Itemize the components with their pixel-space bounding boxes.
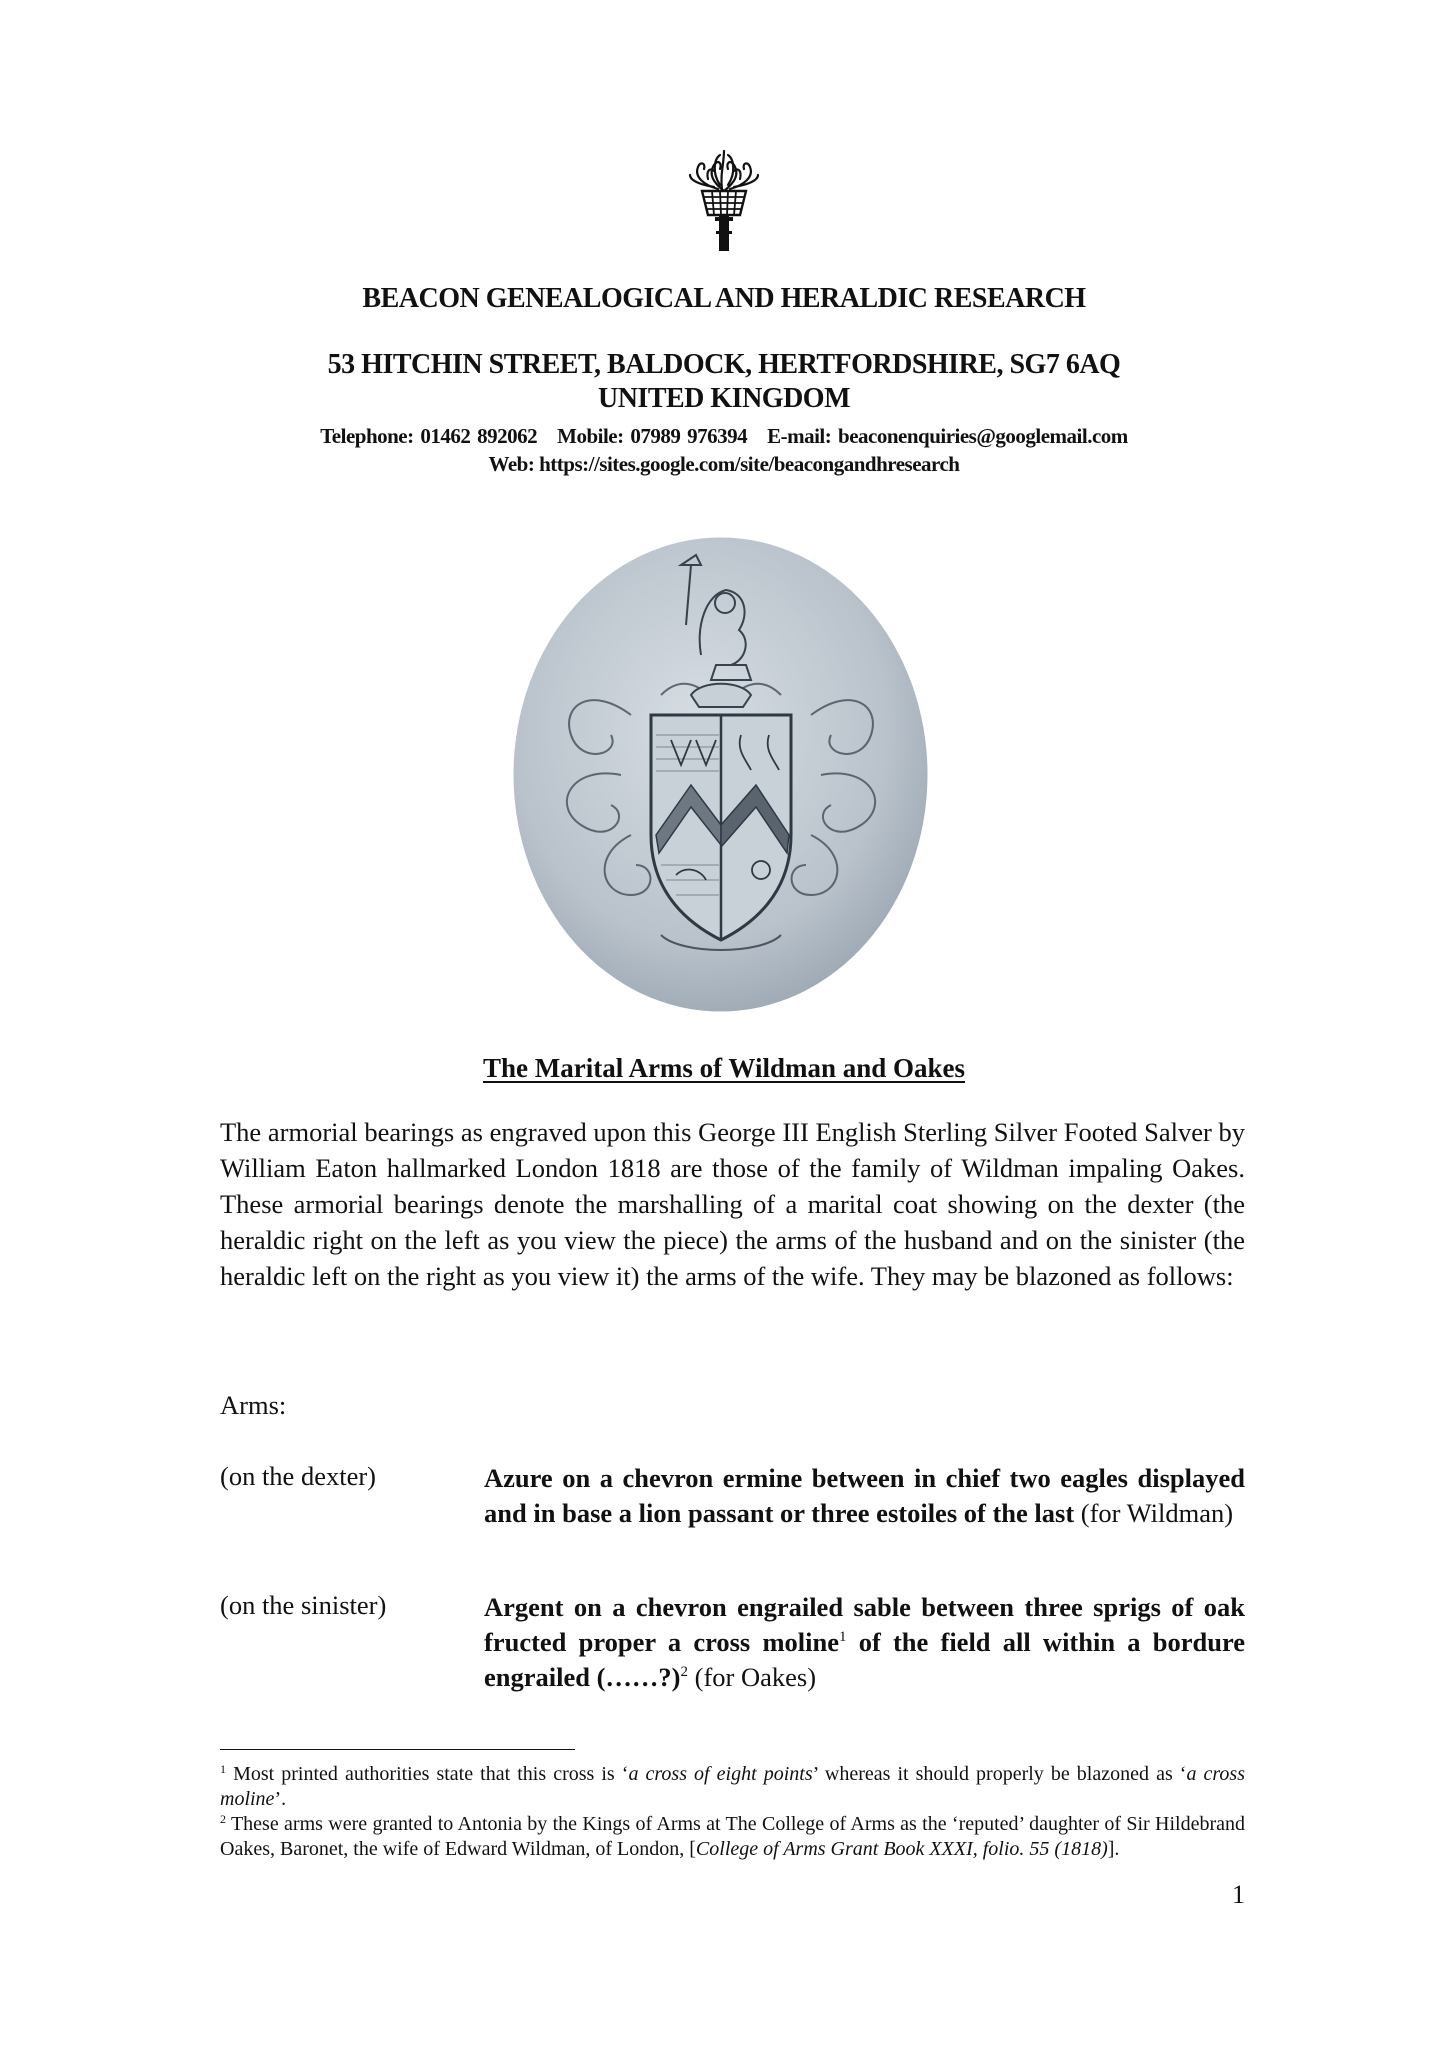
arms-label: Arms: (220, 1390, 287, 1420)
page-number: 1 (1232, 1880, 1245, 1909)
footnote-1-text-c: ’. (274, 1788, 287, 1810)
sinister-blazon-text-2: of the field all within a bordure engrailed (……?) (484, 1627, 1246, 1692)
footnote-1-italic-b: a cross moline (220, 1763, 1246, 1810)
dexter-blazon-text: Azure on a chevron ermine between in chief two eagles displayed and in base a lion passant or three estoiles of the last (484, 1463, 1245, 1528)
footnote-2-number: 2 (220, 1812, 226, 1826)
dexter-note: (for Wildman) (1074, 1498, 1234, 1528)
footnote-2-text-a: These arms were granted to Antonia by the Kings of Arms at The College of Arms as the ‘reputed’ daughter of Sir Hildebrand Oakes, Baronet, the wife of Edward Wildman, of London, [ (220, 1813, 1245, 1860)
company-address: 53 HITCHIN STREET, BALDOCK, HERTFORDSHIRE, SG7 6AQ (327, 349, 1121, 380)
contact-line (0, 424, 1448, 449)
footnote-2-text-b: ]. (1107, 1838, 1120, 1860)
company-name: BEACON GENEALOGICAL AND HERALDIC RESEARCH (362, 283, 1086, 314)
footnote-1 (220, 1762, 1245, 1812)
document-title: The Marital Arms of Wildman and Oakes (482, 1053, 966, 1083)
footnote-ref-2[interactable]: 2 (680, 1664, 689, 1680)
footnote-1-number: 1 (220, 1762, 226, 1776)
company-country: UNITED KINGDOM (597, 383, 850, 414)
telephone: Telephone: 01462 892062 (320, 424, 538, 448)
footnote-1-text-a: Most printed authorities state that this cross is ‘ (226, 1763, 629, 1785)
footnote-2 (220, 1812, 1245, 1862)
sinister-blazon (484, 1590, 1245, 1695)
beacon-fire-icon (684, 145, 764, 257)
dexter-blazon (484, 1461, 1245, 1531)
email-address: E-mail: beaconenquiries@googlemail.com (767, 424, 1128, 448)
sinister-blazon-text-1: Argent on a chevron engrailed sable between three sprigs of oak fructed proper a cross moline (484, 1592, 1245, 1657)
footnote-1-italic-a: a cross of eight points (628, 1763, 813, 1785)
intro-paragraph: The armorial bearings as engraved upon this George III English Sterling Silver Footed Salver by William Eaton hallmarked London 1818 are those of the family of Wildman impaling Oakes. These armorial bearings denote the marshalling of a marital coat showing on the dexter (the heraldic right on the left as you view the piece) the arms of the husband and on the sinister (the heraldic left on the right as you view it) the arms of the wife. They may be blazoned as follows: (220, 1117, 1245, 1291)
footnote-1-text-b: ’ whereas it should properly be blazoned as ‘ (812, 1763, 1187, 1785)
footnote-ref-1[interactable]: 1 (839, 1629, 847, 1645)
sinister-label: (on the sinister) (220, 1590, 387, 1620)
sinister-note: (for Oakes) (688, 1662, 817, 1692)
footnote-2-citation: College of Arms Grant Book XXXI, folio. 55 (1818) (695, 1838, 1108, 1860)
footnote-divider (220, 1749, 575, 1750)
website: Web: https://sites.google.com/site/beacongandhresearch (488, 452, 960, 476)
dexter-label: (on the dexter) (220, 1461, 376, 1491)
mobile: Mobile: 07989 976394 (557, 424, 748, 448)
armorial-seal-engraving (511, 535, 930, 1014)
